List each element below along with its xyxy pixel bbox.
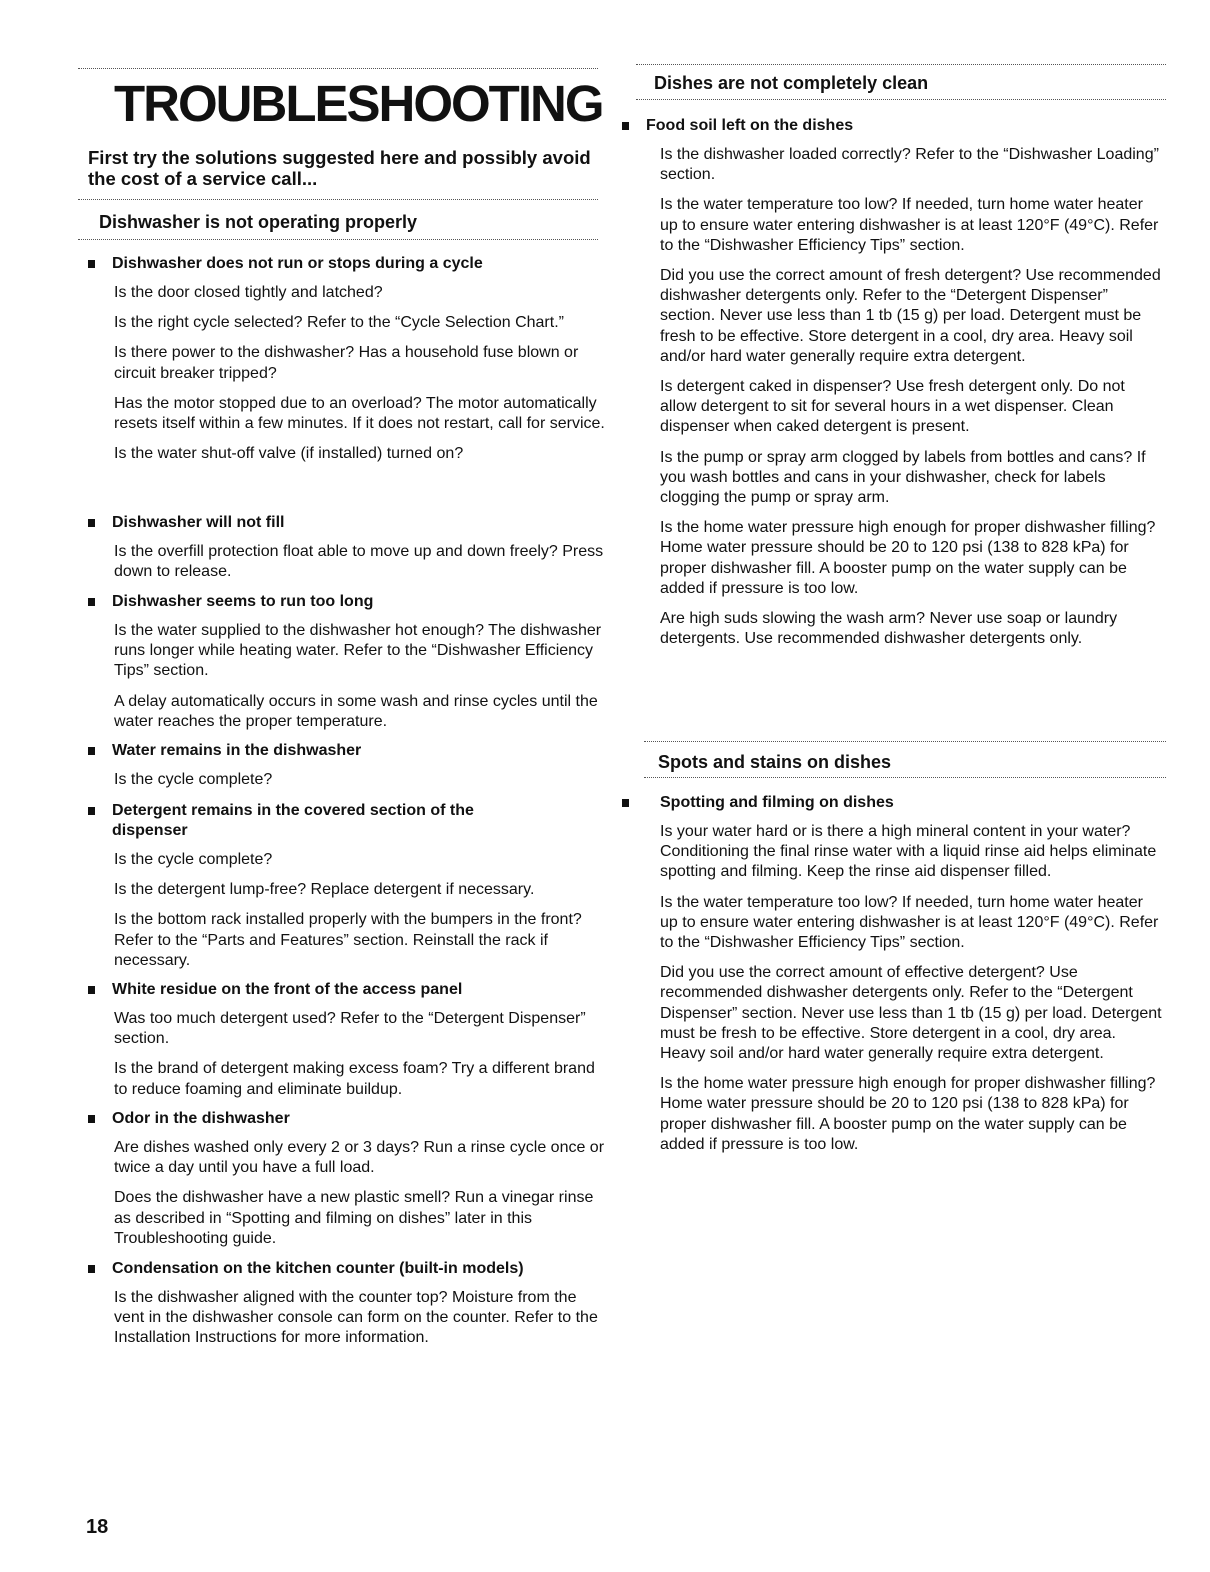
page-title: TROUBLESHOOTING (114, 75, 603, 132)
bullet-icon (88, 1115, 95, 1123)
bullet-icon (88, 598, 95, 606)
issue-paragraph: Are dishes washed only every 2 or 3 days? Run a rinse cycle once or twice a day until you have a full load. (114, 1139, 605, 1177)
issue-heading: Dishwasher will not fill (88, 513, 608, 533)
issue-block (88, 980, 608, 1100)
issue-paragraph: Is the water temperature too low? If needed, turn home water heater up to ensure water entering dishwasher is at least 120°F (49°C). Refer to the “Dishwasher Efficiency Tips” section. (660, 196, 1159, 254)
top-rule (78, 68, 598, 69)
section-rule-bottom (644, 777, 1166, 778)
issue-paragraph: Is the detergent lump-free? Replace detergent if necessary. (114, 881, 535, 899)
issue-paragraph: A delay automatically occurs in some wash and rinse cycles until the water reaches the proper temperature. (114, 692, 598, 730)
issue-block (88, 1259, 608, 1349)
issue-paragraph: Is the pump or spray arm clogged by labels from bottles and cans? If you wash bottles and cans in your dishwasher, check for labels clogging the pump or spray arm. (660, 448, 1146, 507)
issue-paragraph: Has the motor stopped due to an overload? The motor automatically resets itself within a few minutes. If it does not restart, call for service. (114, 394, 605, 433)
issue-paragraph: Is the bottom rack installed properly with the bumpers in the front? Refer to the “Parts and Features” section. Reinstall the rack if necessary. (114, 911, 582, 969)
issue-paragraph: Is there power to the dishwasher? Has a household fuse blown or circuit breaker tripped? (114, 344, 579, 382)
issue-paragraph: Is the water shut-off valve (if installed) turned on? (114, 445, 464, 463)
issue-paragraph: Is your water hard or is there a high mineral content in your water? Conditioning the final rinse water with a liquid rinse aid helps eliminate spotting and filming. Keep the rinse aid dispenser filled. (660, 823, 1157, 881)
issue-paragraph: Did you use the correct amount of effective detergent? Use recommended dishwasher detergents only. Refer to the “Detergent Dispenser” section. Never use less than 1 tb (15 g) per load. Detergent must be fresh to be effective. Store detergent in a cool, dry area. Heavy soil and/or hard water generally require extra detergent. (660, 964, 1162, 1063)
issue-paragraph: Is the water supplied to the dishwasher hot enough? The dishwasher runs longer while heating water. Refer to the “Dishwasher Efficiency Tips” section. (114, 622, 602, 680)
section-rule-top (644, 741, 1166, 742)
issue-paragraph: Is the home water pressure high enough for proper dishwasher filling? Home water pressure should be 20 to 120 psi (138 to 828 kPa) for proper dishwasher fill. A booster pump on the water supply can be added if pressure is too low. (660, 519, 1156, 597)
intro-text: First try the solutions suggested here and possibly avoid the cost of a service call... (88, 147, 591, 189)
section-rule-top (636, 64, 1166, 65)
issue-block (88, 1109, 608, 1249)
bullet-icon (88, 747, 95, 755)
issue-paragraph: Is the cycle complete? (114, 771, 273, 788)
bullet-icon (88, 519, 95, 527)
issue-paragraph: Is the cycle complete? (114, 851, 273, 868)
issue-heading: Odor in the dishwasher (88, 1109, 608, 1129)
issue-paragraph: Does the dishwasher have a new plastic smell? Run a vinegar rinse as described in “Spotting and filming on dishes” later in this Troubleshooting guide. (114, 1189, 594, 1247)
issue-paragraph: Is the door closed tightly and latched? (114, 284, 383, 301)
section-title-not-operating: Dishwasher is not operating properly (99, 212, 418, 232)
issue-paragraph: Is the right cycle selected? Refer to the “Cycle Selection Chart.” (114, 314, 564, 332)
issue-heading: Food soil left on the dishes (622, 116, 1162, 136)
issue-block (88, 801, 608, 971)
bullet-icon (88, 986, 95, 994)
issue-heading: Dishwasher does not run or stops during a cycle (88, 254, 608, 274)
issue-paragraph: Is the dishwasher aligned with the counter top? Moisture from the vent in the dishwasher console can form on the counter. Refer to the Installation Instructions for more information. (114, 1289, 598, 1347)
issue-paragraph: Is detergent caked in dispenser? Use fresh detergent only. Do not allow detergent to sit for several hours in a wet dispenser. Clean dispenser when caked detergent is present. (660, 378, 1125, 436)
section-rule-top (78, 199, 598, 200)
issue-paragraph: Is the home water pressure high enough for proper dishwasher filling? Home water pressure should be 20 to 120 psi (138 to 828 kPa) for proper dishwasher fill. A booster pump on the water supply can be added if pressure is too low. (660, 1075, 1156, 1153)
issue-paragraph: Is the brand of detergent making excess foam? Try a different brand to reduce foaming and eliminate buildup. (114, 1060, 595, 1098)
issue-heading: Water remains in the dishwasher (88, 741, 608, 761)
issue-block (622, 793, 1162, 1155)
page-number: 18 (86, 1516, 109, 1538)
issue-heading: Detergent remains in the covered section of the dispenser (88, 801, 532, 841)
bullet-icon (88, 807, 95, 815)
bullet-icon (622, 799, 629, 807)
issue-paragraph: Is the dishwasher loaded correctly? Refer to the “Dishwasher Loading” section. (660, 146, 1159, 184)
issue-paragraph: Is the overfill protection float able to move up and down freely? Press down to release. (114, 543, 604, 581)
issue-block (88, 592, 608, 732)
issue-block (88, 254, 608, 464)
bullet-icon (622, 122, 629, 130)
issue-paragraph: Was too much detergent used? Refer to the “Detergent Dispenser” section. (114, 1010, 586, 1048)
section-rule-bottom (78, 239, 598, 240)
issue-heading: Condensation on the kitchen counter (built-in models) (88, 1259, 608, 1279)
issue-paragraph: Did you use the correct amount of fresh detergent? Use recommended dishwasher detergents only. Refer to the “Detergent Dispenser” section. Never use less than 1 tb (15 g) per load. Detergent must be fresh to be effective. Store detergent in a cool, dry area. Heavy soil and/or hard water generally require extra detergent. (660, 267, 1161, 365)
issue-block (88, 513, 608, 582)
issue-block (622, 116, 1162, 649)
issue-paragraph: Are high suds slowing the wash arm? Never use soap or laundry detergents. Use recommended dishwasher detergents only. (660, 610, 1118, 648)
bullet-icon (88, 260, 95, 268)
issue-block (88, 741, 608, 790)
section-title-spots: Spots and stains on dishes (658, 752, 892, 772)
bullet-icon (88, 1265, 95, 1273)
issue-paragraph: Is the water temperature too low? If needed, turn home water heater up to ensure water entering dishwasher is at least 120°F (49°C). Refer to the “Dishwasher Efficiency Tips” section. (660, 893, 1159, 952)
section-title-not-clean: Dishes are not completely clean (654, 73, 929, 93)
issue-heading: Spotting and filming on dishes (622, 793, 1162, 813)
section-rule-bottom (636, 99, 1166, 100)
issue-heading: Dishwasher seems to run too long (88, 592, 608, 612)
issue-heading: White residue on the front of the access panel (88, 980, 608, 1000)
